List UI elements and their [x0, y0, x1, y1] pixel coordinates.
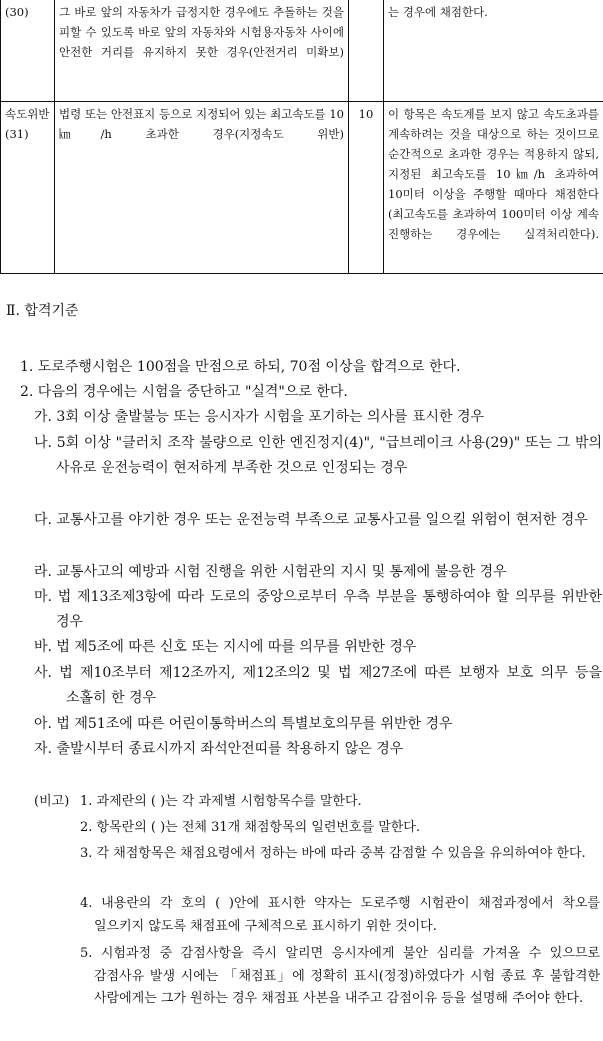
disqualification-item: 가. 3회 이상 출발불능 또는 응시자가 시험을 포기하는 의사를 표시한 경우: [34, 409, 485, 425]
section-title: Ⅱ. 합격기준: [6, 303, 79, 319]
scoring-table: [0, 0, 603, 274]
disqualification-item: 아. 법 제51조에 따른 어린이통학버스의 특별보호의무를 위반한 경우: [34, 716, 453, 732]
disqualification-item: 마. 법 제13조제3항에 따라 도로의 중앙으로부터 우측 부분을 통행하여야 할 의무를 위반한 경우: [34, 589, 602, 630]
points-cell: 10: [349, 101, 384, 273]
criteria-item: 2. 다음의 경우에는 시험을 중단하고 "실격"으로 한다.: [20, 384, 348, 400]
table-row: [1, 101, 603, 273]
note-item: 1. 과제란의 ( )는 각 과제별 시험항목수를 말한다.: [80, 794, 362, 809]
disqualification-item: 라. 교통사고의 예방과 시험 진행을 위한 시험관의 지시 및 통제에 불응한 경우: [34, 564, 507, 580]
category-cell: (30): [1, 0, 55, 101]
disqualification-item: 사. 법 제10조부터 제12조까지, 제12조의2 및 법 제27조에 따른 보행자 보호 의무 등을 소홀히 한 경우: [34, 665, 602, 706]
category-cell: 속도위반(31): [1, 101, 55, 273]
note-item: 2. 항목란의 ( )는 전체 31개 채점항목의 일련번호를 말한다.: [80, 820, 420, 835]
note-item: 4. 내용란의 각 호의 ( )안에 표시한 약자는 도로주행 시험관이 채점과정에서 착오를 일으키지 않도록 채점표에 구체적으로 표시하기 위한 것이다.: [80, 896, 600, 934]
criteria-item: 1. 도로주행시험은 100점을 만점으로 하되, 70점 이상을 합격으로 한다.: [20, 359, 461, 375]
notes-label: (비고): [34, 794, 70, 809]
remark-cell: 이 항목은 속도계를 보지 않고 속도초과를 계속하려는 것을 대상으로 하는 것이므로 순간적으로 초과한 경우는 적용하지 않되, 지정된 최고속도를 10㎞/h 초과하여 10미터 이상을 주행할 때마다 채점한다(최고속도를 초과하여 100미터 이상 계속 진행하는 경우에는 실격처리한다).: [384, 101, 603, 273]
note-item: 5. 시험과정 중 감점사항을 즉시 알리면 응시자에게 불안 심리를 가져올 수 있으므로 감점사유 발생 시에는 「채점표」에 정확히 표시(정정)하였다가 시험 종료 후 불합격한 사람에게는 그가 원하는 경우 채점표 사본을 내주고 감점이유 등을 설명해 주어야 한다.: [80, 946, 600, 1006]
disqualification-item: 자. 출발시부터 종료시까지 좌석안전띠를 착용하지 않은 경우: [34, 741, 404, 757]
points-cell: [349, 0, 384, 101]
disqualification-item: 나. 5회 이상 "클러치 조작 불량으로 인한 엔진정지(4)", "급브레이크 사용(29)" 또는 그 밖의 사유로 운전능력이 현저하게 부족한 것으로 인정되는 경우: [34, 435, 602, 476]
table-row: [1, 0, 603, 101]
disqualification-item: 다. 교통사고를 야기한 경우 또는 운전능력 부족으로 교통사고를 일으킬 위험이 현저한 경우: [34, 512, 588, 528]
disqualification-item: 바. 법 제5조에 따른 신호 또는 지시에 따를 의무를 위반한 경우: [34, 639, 417, 655]
note-item: 3. 각 채점항목은 채점요령에서 정하는 바에 따라 중복 감점할 수 있음을 유의하여야 한다.: [80, 846, 586, 861]
content-cell: 법령 또는 안전표지 등으로 지정되어 있는 최고속도를 10㎞/h 초과한 경우(지정속도 위반): [55, 101, 349, 273]
content-cell: 그 바로 앞의 자동차가 급정지한 경우에도 추돌하는 것을 피할 수 있도록 바로 앞의 자동차와 시험용자동차 사이에 안전한 거리를 유지하지 못한 경우(안전거리 미확보): [55, 0, 349, 101]
remark-cell: 는 경우에 채점한다.: [384, 0, 603, 101]
